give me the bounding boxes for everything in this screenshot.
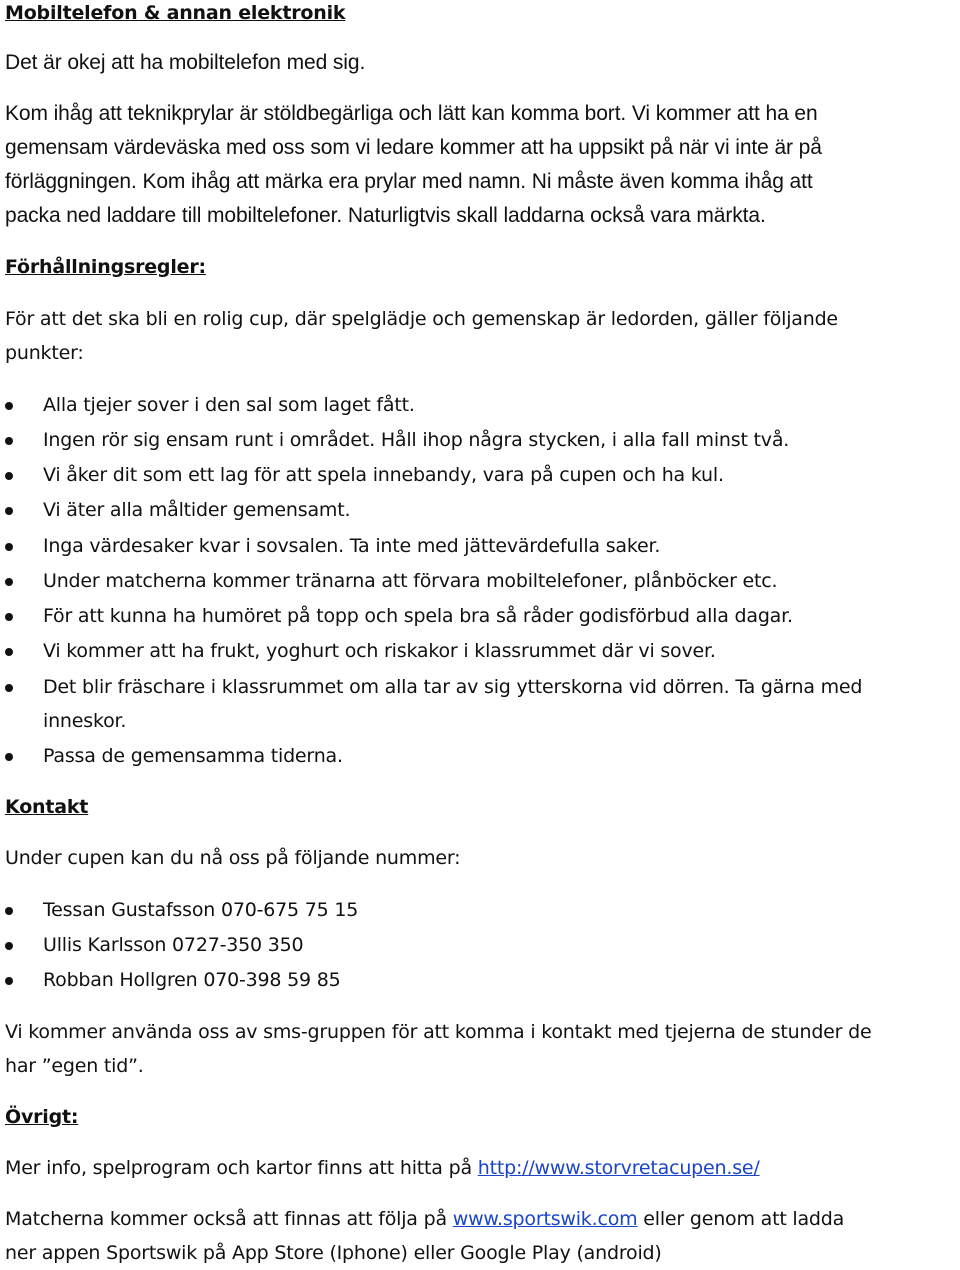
mobile-paragraph-2-line-3: förläggningen. Kom ihåg att märka era prylar med namn. Ni måste även komma ihåg att <box>5 170 813 193</box>
mobile-paragraph-2-line-2: gemensam värdeväska med oss som vi ledare kommer att ha uppsikt på när vi inte är på <box>5 136 822 159</box>
bullet-icon <box>5 543 13 551</box>
bullet-icon <box>5 613 13 621</box>
bullet-icon <box>5 753 13 761</box>
sms-line-1: Vi kommer använda oss av sms-gruppen för att komma i kontakt med tjejerna de stunder de <box>5 1021 872 1043</box>
bullet-icon <box>5 942 13 950</box>
match-line-2: ner appen Sportswik på App Store (Iphone) eller Google Play (android) <box>5 1242 662 1264</box>
sportswik-link[interactable]: www.sportswik.com <box>452 1208 638 1230</box>
bullet-icon <box>5 684 13 692</box>
contact-heading: Kontakt <box>5 796 89 818</box>
mobile-paragraph-1: Det är okej att ha mobiltelefon med sig. <box>5 51 366 74</box>
bullet-icon <box>5 507 13 515</box>
contact-intro: Under cupen kan du nå oss på följande nummer: <box>5 847 461 869</box>
rules-intro-line-1: För att det ska bli en rolig cup, där spelglädje och gemenskap är ledorden, gäller följande <box>5 308 838 330</box>
match-line-1: Matcherna kommer också att finnas att följa på www.sportswik.com eller genom att ladda <box>5 1208 845 1230</box>
mobile-heading: Mobiltelefon & annan elektronik <box>5 2 346 24</box>
bullet-icon <box>5 648 13 656</box>
other-heading: Övrigt: <box>5 1106 79 1128</box>
bullet-icon <box>5 437 13 445</box>
info-line: Mer info, spelprogram och kartor finns att hitta på http://www.storvretacupen.se/ <box>5 1157 760 1179</box>
storvretacupen-link[interactable]: http://www.storvretacupen.se/ <box>477 1157 760 1179</box>
bullet-icon <box>5 977 13 985</box>
sms-line-2: har ”egen tid”. <box>5 1055 144 1077</box>
rules-intro-line-2: punkter: <box>5 342 84 364</box>
mobile-paragraph-2-line-4: packa ned laddare till mobiltelefoner. Naturligtvis skall laddarna också vara märkta. <box>5 204 766 227</box>
bullet-icon <box>5 578 13 586</box>
bullet-icon <box>5 402 13 410</box>
mobile-paragraph-2-line-1: Kom ihåg att teknikprylar är stöldbegärliga och lätt kan komma bort. Vi kommer att ha en <box>5 102 818 125</box>
rules-heading: Förhållningsregler: <box>5 256 206 278</box>
bullet-icon <box>5 907 13 915</box>
bullet-icon <box>5 472 13 480</box>
